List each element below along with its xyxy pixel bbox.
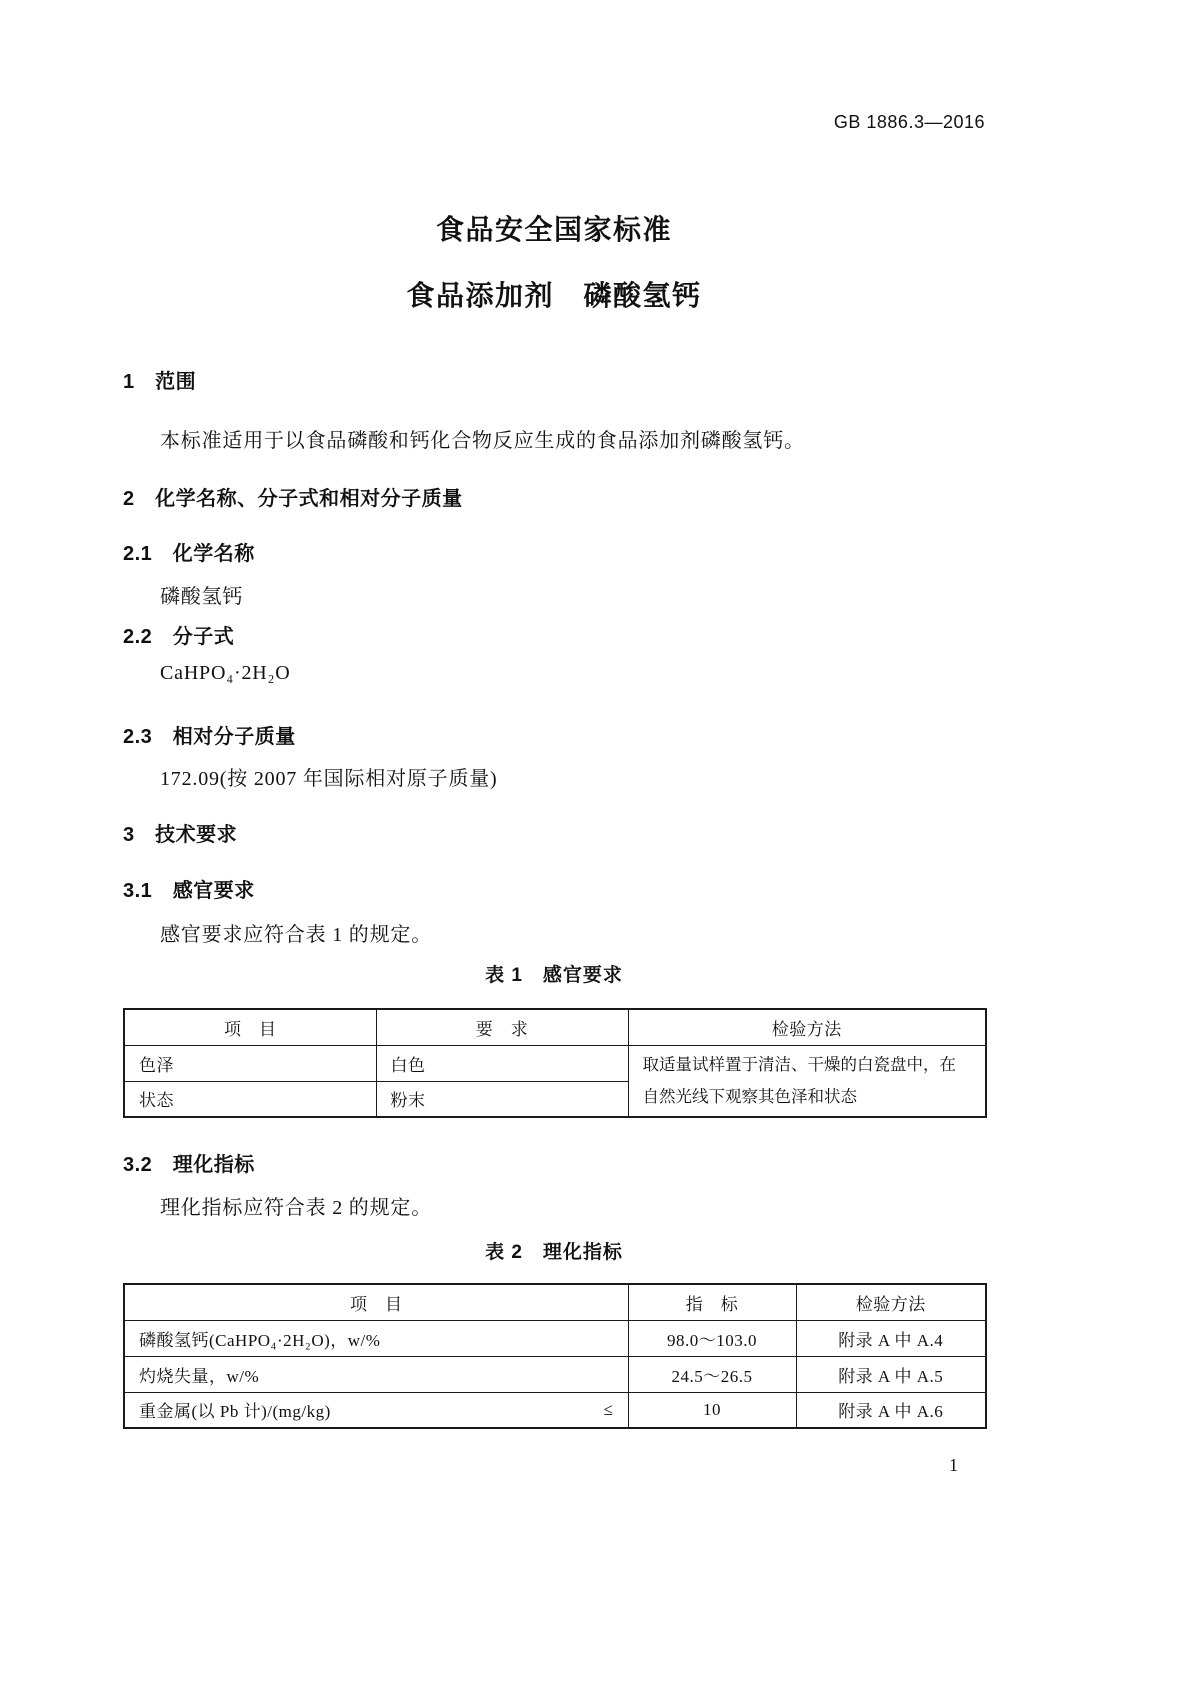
section-1-heading: 1 范围: [123, 371, 197, 393]
table2-caption: 表 2 理化指标: [485, 1242, 623, 1263]
table2-header-row: [124, 1284, 986, 1320]
table2-method-ignition: 附录 A 中 A.5: [796, 1356, 986, 1392]
table1-header-item: 项 目: [124, 1009, 376, 1045]
table2-item-assay: [124, 1320, 628, 1356]
less-than-or-equal-symbol: ≤: [603, 1399, 614, 1419]
section-3-1-heading: 3.1 感官要求: [123, 880, 255, 902]
section-3-1-body: 感官要求应符合表 1 的规定。: [160, 924, 432, 946]
table1-header-row: [124, 1009, 986, 1045]
physicochemical-index-table: [123, 1283, 987, 1429]
table2-header-index: 指 标: [628, 1284, 796, 1320]
table1-method-cell: 取适量试样置于清洁、干燥的白瓷盘中，在自然光线下观察其色泽和状态: [628, 1045, 986, 1117]
table1-req-color: 白色: [376, 1045, 628, 1081]
table2-item-ignition-label: 灼烧失量，w/%: [139, 1366, 260, 1386]
sensory-requirements-table: [123, 1008, 987, 1118]
table2-item-ignition-loss: [124, 1356, 628, 1392]
chemical-formula: CaHPO₄·2H₂O: [160, 662, 291, 684]
table2-value-assay: 98.0～103.0: [628, 1320, 796, 1356]
molecular-weight: 172.09(按 2007 年国际相对原子质量): [160, 768, 498, 790]
table-row: [124, 1045, 986, 1081]
section-2-heading: 2 化学名称、分子式和相对分子质量: [123, 488, 463, 510]
section-2-3-heading: 2.3 相对分子质量: [123, 726, 296, 748]
section-3-heading: 3 技术要求: [123, 824, 238, 846]
table2-item-heavy-metals: [124, 1392, 628, 1428]
table2-method-heavy-metals: 附录 A 中 A.6: [796, 1392, 986, 1428]
table1-caption: 表 1 感官要求: [485, 965, 623, 986]
table2-header-method: 检验方法: [796, 1284, 986, 1320]
table1-req-state: 粉末: [376, 1081, 628, 1117]
table2-item-assay-label: 磷酸氢钙(CaHPO₄·2H₂O)，w/%: [139, 1330, 381, 1350]
section-3-2-body: 理化指标应符合表 2 的规定。: [160, 1197, 432, 1219]
table2-header-item: 项 目: [124, 1284, 628, 1320]
page-number: 1: [949, 1455, 958, 1475]
table-row: [124, 1320, 986, 1356]
section-2-1-heading: 2.1 化学名称: [123, 543, 255, 565]
standard-subtitle: 食品添加剂 磷酸氢钙: [406, 280, 702, 311]
section-3-2-heading: 3.2 理化指标: [123, 1154, 255, 1176]
section-2-1-body: 磷酸氢钙: [160, 586, 244, 608]
table1-header-requirement: 要 求: [376, 1009, 628, 1045]
table2-value-heavy-metals: 10: [628, 1392, 796, 1428]
table1-header-method: 检验方法: [628, 1009, 986, 1045]
table-row: [124, 1356, 986, 1392]
standard-title: 食品安全国家标准: [435, 214, 672, 245]
table1-item-state: 状态: [124, 1081, 376, 1117]
table-row: [124, 1392, 986, 1428]
table2-item-heavy-metals-label: 重金属(以 Pb 计)/(mg/kg): [139, 1402, 331, 1422]
section-1-body: 本标准适用于以食品磷酸和钙化合物反应生成的食品添加剂磷酸氢钙。: [160, 430, 805, 452]
table1-item-color: 色泽: [124, 1045, 376, 1081]
table2-method-assay: 附录 A 中 A.4: [796, 1320, 986, 1356]
section-2-2-heading: 2.2 分子式: [123, 626, 235, 648]
doc-number: GB 1886.3—2016: [833, 112, 985, 132]
table2-value-ignition: 24.5～26.5: [628, 1356, 796, 1392]
